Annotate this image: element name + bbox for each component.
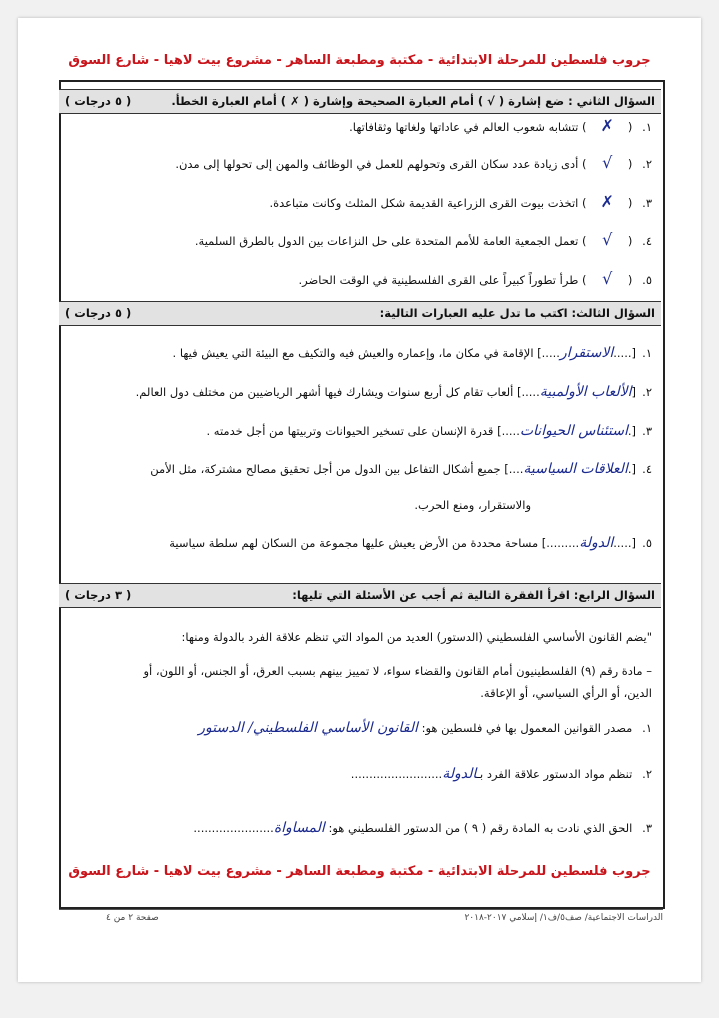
exam-page xyxy=(18,18,701,982)
q4-text-3: الحق الذي نادت به المادة رقم ( ٩ ) من الدستور الفلسطيني هو: xyxy=(328,821,633,835)
q2-header xyxy=(59,89,661,114)
q2-item-2: ٢. ( √ ) أدى زيادة عدد سكان القرى وتحولهم للعمل في الوظائف والمهن إلى تحولها إلى مدن. xyxy=(175,153,652,172)
q2-answer-3: ✗ xyxy=(600,192,614,211)
q3-title: السؤال الثالث: اكتب ما تدل عليه العبارات التالية: xyxy=(379,306,655,320)
q3-text-1: ] الإقامة في مكان ما، وإعماره والعيش فيه والتكيف مع البيئة التي يعيش فيها . xyxy=(172,346,542,360)
footer-divider xyxy=(59,909,663,910)
q2-item-4: ٤. ( √ ) تعمل الجمعية العامة للأمم المتحدة على حل النزاعات بين الدول بالطرق السلمية. xyxy=(194,230,652,249)
q3-marks: ( ٥ درجات ) xyxy=(65,306,132,320)
q3-text-5: ] مساحة محددة من الأرض يعيش عليها مجموعة من السكان لهم سلطة سياسية xyxy=(169,536,547,550)
q2-answer-1: ✗ xyxy=(600,116,614,135)
q4-text-1: مصدر القوانين المعمول بها في فلسطين هو: xyxy=(421,721,633,735)
q2-title: السؤال الثاني : ضع إشارة ( √ ) أمام العبارة الصحيحة وإشارة ( ✗ ) أمام العبارة الخطأ. xyxy=(171,94,655,108)
q3-item-2: ٢.[الألعاب الأولمبية.....] ألعاب تقام كل أربع سنوات ويشارك فيها أشهر الرياضيين من مختلف دول العالم. xyxy=(135,384,652,400)
q4-paragraph-article-cont: الدين، أو الرأي السياسي، أو الإعاقة. xyxy=(480,686,652,700)
q3-item-1: ١.[.....الاستقرار.....] الإقامة في مكان ما، وإعماره والعيش فيه والتكيف مع البيئة التي يعيش فيها . xyxy=(172,345,652,361)
q3-answer-2: الألعاب الأولمبية xyxy=(539,384,632,400)
q4-title: السؤال الرابع: اقرأ الفقرة التالية ثم أجب عن الأسئلة التي تليها: xyxy=(292,588,655,602)
q3-answer-3: استئناس الحيوانات xyxy=(519,423,628,439)
q4-item-1: ١. مصدر القوانين المعمول بها في فلسطين هو: القانون الأساسي الفلسطيني/ الدستور xyxy=(198,720,652,736)
q3-text-4: ] جميع أشكال التفاعل بين الدول من أجل تحقيق مصالح مشتركة، مثل الأمن xyxy=(150,462,509,476)
q4-header xyxy=(59,583,661,608)
q2-answer-4: √ xyxy=(602,230,613,249)
q2-text-1: تتشابه شعوب العالم في عاداتها ولغاتها وثقافاتها. xyxy=(349,120,579,134)
q3-answer-1: الاستقرار xyxy=(559,345,614,361)
q4-item-3: ٣. الحق الذي نادت به المادة رقم ( ٩ ) من الدستور الفلسطيني هو: المساواة...................... xyxy=(193,820,652,836)
q4-answer-3: المساواة xyxy=(273,820,325,836)
q2-item-1: ١. ( ✗ ) تتشابه شعوب العالم في عاداتها ولغاتها وثقافاتها. xyxy=(349,116,652,135)
q3-item-3: ٣.[.استئناس الحيوانات.....] قدرة الإنسان على تسخير الحيوانات وتربيتها من أجل خدمته . xyxy=(206,423,652,439)
footer-page-number: صفحة ٢ من ٤ xyxy=(106,913,159,923)
q3-text-2: ] ألعاب تقام كل أربع سنوات ويشارك فيها أشهر الرياضيين من مختلف دول العالم. xyxy=(135,385,522,399)
q4-text-2: تنظم مواد الدستور علاقة الفرد بـ xyxy=(476,767,633,781)
q2-answer-2: √ xyxy=(602,153,613,172)
q2-text-4: تعمل الجمعية العامة للأمم المتحدة على حل النزاعات بين الدول بالطرق السلمية. xyxy=(194,234,579,248)
q3-answer-5: الدولة xyxy=(579,535,614,551)
q2-answer-5: √ xyxy=(602,269,613,288)
q2-text-3: اتخذت بيوت القرى الزراعية القديمة شكل المثلث وكانت متباعدة. xyxy=(269,196,579,210)
q2-text-2: أدى زيادة عدد سكان القرى وتحولهم للعمل في الوظائف والمهن إلى تحولها إلى مدن. xyxy=(175,157,579,171)
q4-answer-1: القانون الأساسي الفلسطيني/ الدستور xyxy=(198,720,418,736)
q3-answer-4: العلاقات السياسية xyxy=(523,461,628,477)
q4-item-2: ٢. تنظم مواد الدستور علاقة الفرد بـالدولة......................... xyxy=(350,766,652,782)
q4-marks: ( ٣ درجات ) xyxy=(65,588,132,602)
q3-header xyxy=(59,301,661,326)
q4-answer-2: الدولة xyxy=(442,766,477,782)
q2-item-3: ٣. ( ✗ ) اتخذت بيوت القرى الزراعية القديمة شكل المثلث وكانت متباعدة. xyxy=(269,192,652,211)
q4-paragraph-intro: "يضم القانون الأساسي الفلسطيني (الدستور) العديد من المواد التي تنظم علاقة الفرد بالدولة ومنها: xyxy=(181,630,652,644)
header-ad: جروب فلسطين للمرحلة الابتدائية - مكتبة ومطبعة الساهر - مشروع بيت لاهيا - شارع السوق xyxy=(68,53,651,68)
q4-paragraph-article: – مادة رقم (٩) الفلسطينيون أمام القانون والقضاء سواء، لا تمييز بينهم بسبب العرق، أو الجنس، أو اللون، أو xyxy=(143,664,652,678)
q2-text-5: طرأ تطوراً كبيراً على القرى الفلسطينية في الوقت الحاضر. xyxy=(298,273,579,287)
q3-item-4: ٤.[.العلاقات السياسية....] جميع أشكال التفاعل بين الدول من أجل تحقيق مصالح مشتركة، مثل الأمن xyxy=(150,461,652,477)
q3-item-5: ٥.[.....الدولة.........] مساحة محددة من الأرض يعيش عليها مجموعة من السكان لهم سلطة سياسية xyxy=(169,535,652,551)
q2-item-5: ٥. ( √ ) طرأ تطوراً كبيراً على القرى الفلسطينية في الوقت الحاضر. xyxy=(298,269,652,288)
q3-item-4-cont: والاستقرار، ومنع الحرب. xyxy=(414,498,531,512)
q3-text-3: ] قدرة الإنسان على تسخير الحيوانات وتربيتها من أجل خدمته . xyxy=(206,424,502,438)
q2-marks: ( ٥ درجات ) xyxy=(65,94,132,108)
footer-ad: جروب فلسطين للمرحلة الابتدائية - مكتبة ومطبعة الساهر - مشروع بيت لاهيا - شارع السوق xyxy=(68,864,651,879)
footer-course-info: الدراسات الاجتماعية/ صف٥/ف١/ إسلامي ٢٠١٧-٢٠١٨ xyxy=(464,913,663,923)
